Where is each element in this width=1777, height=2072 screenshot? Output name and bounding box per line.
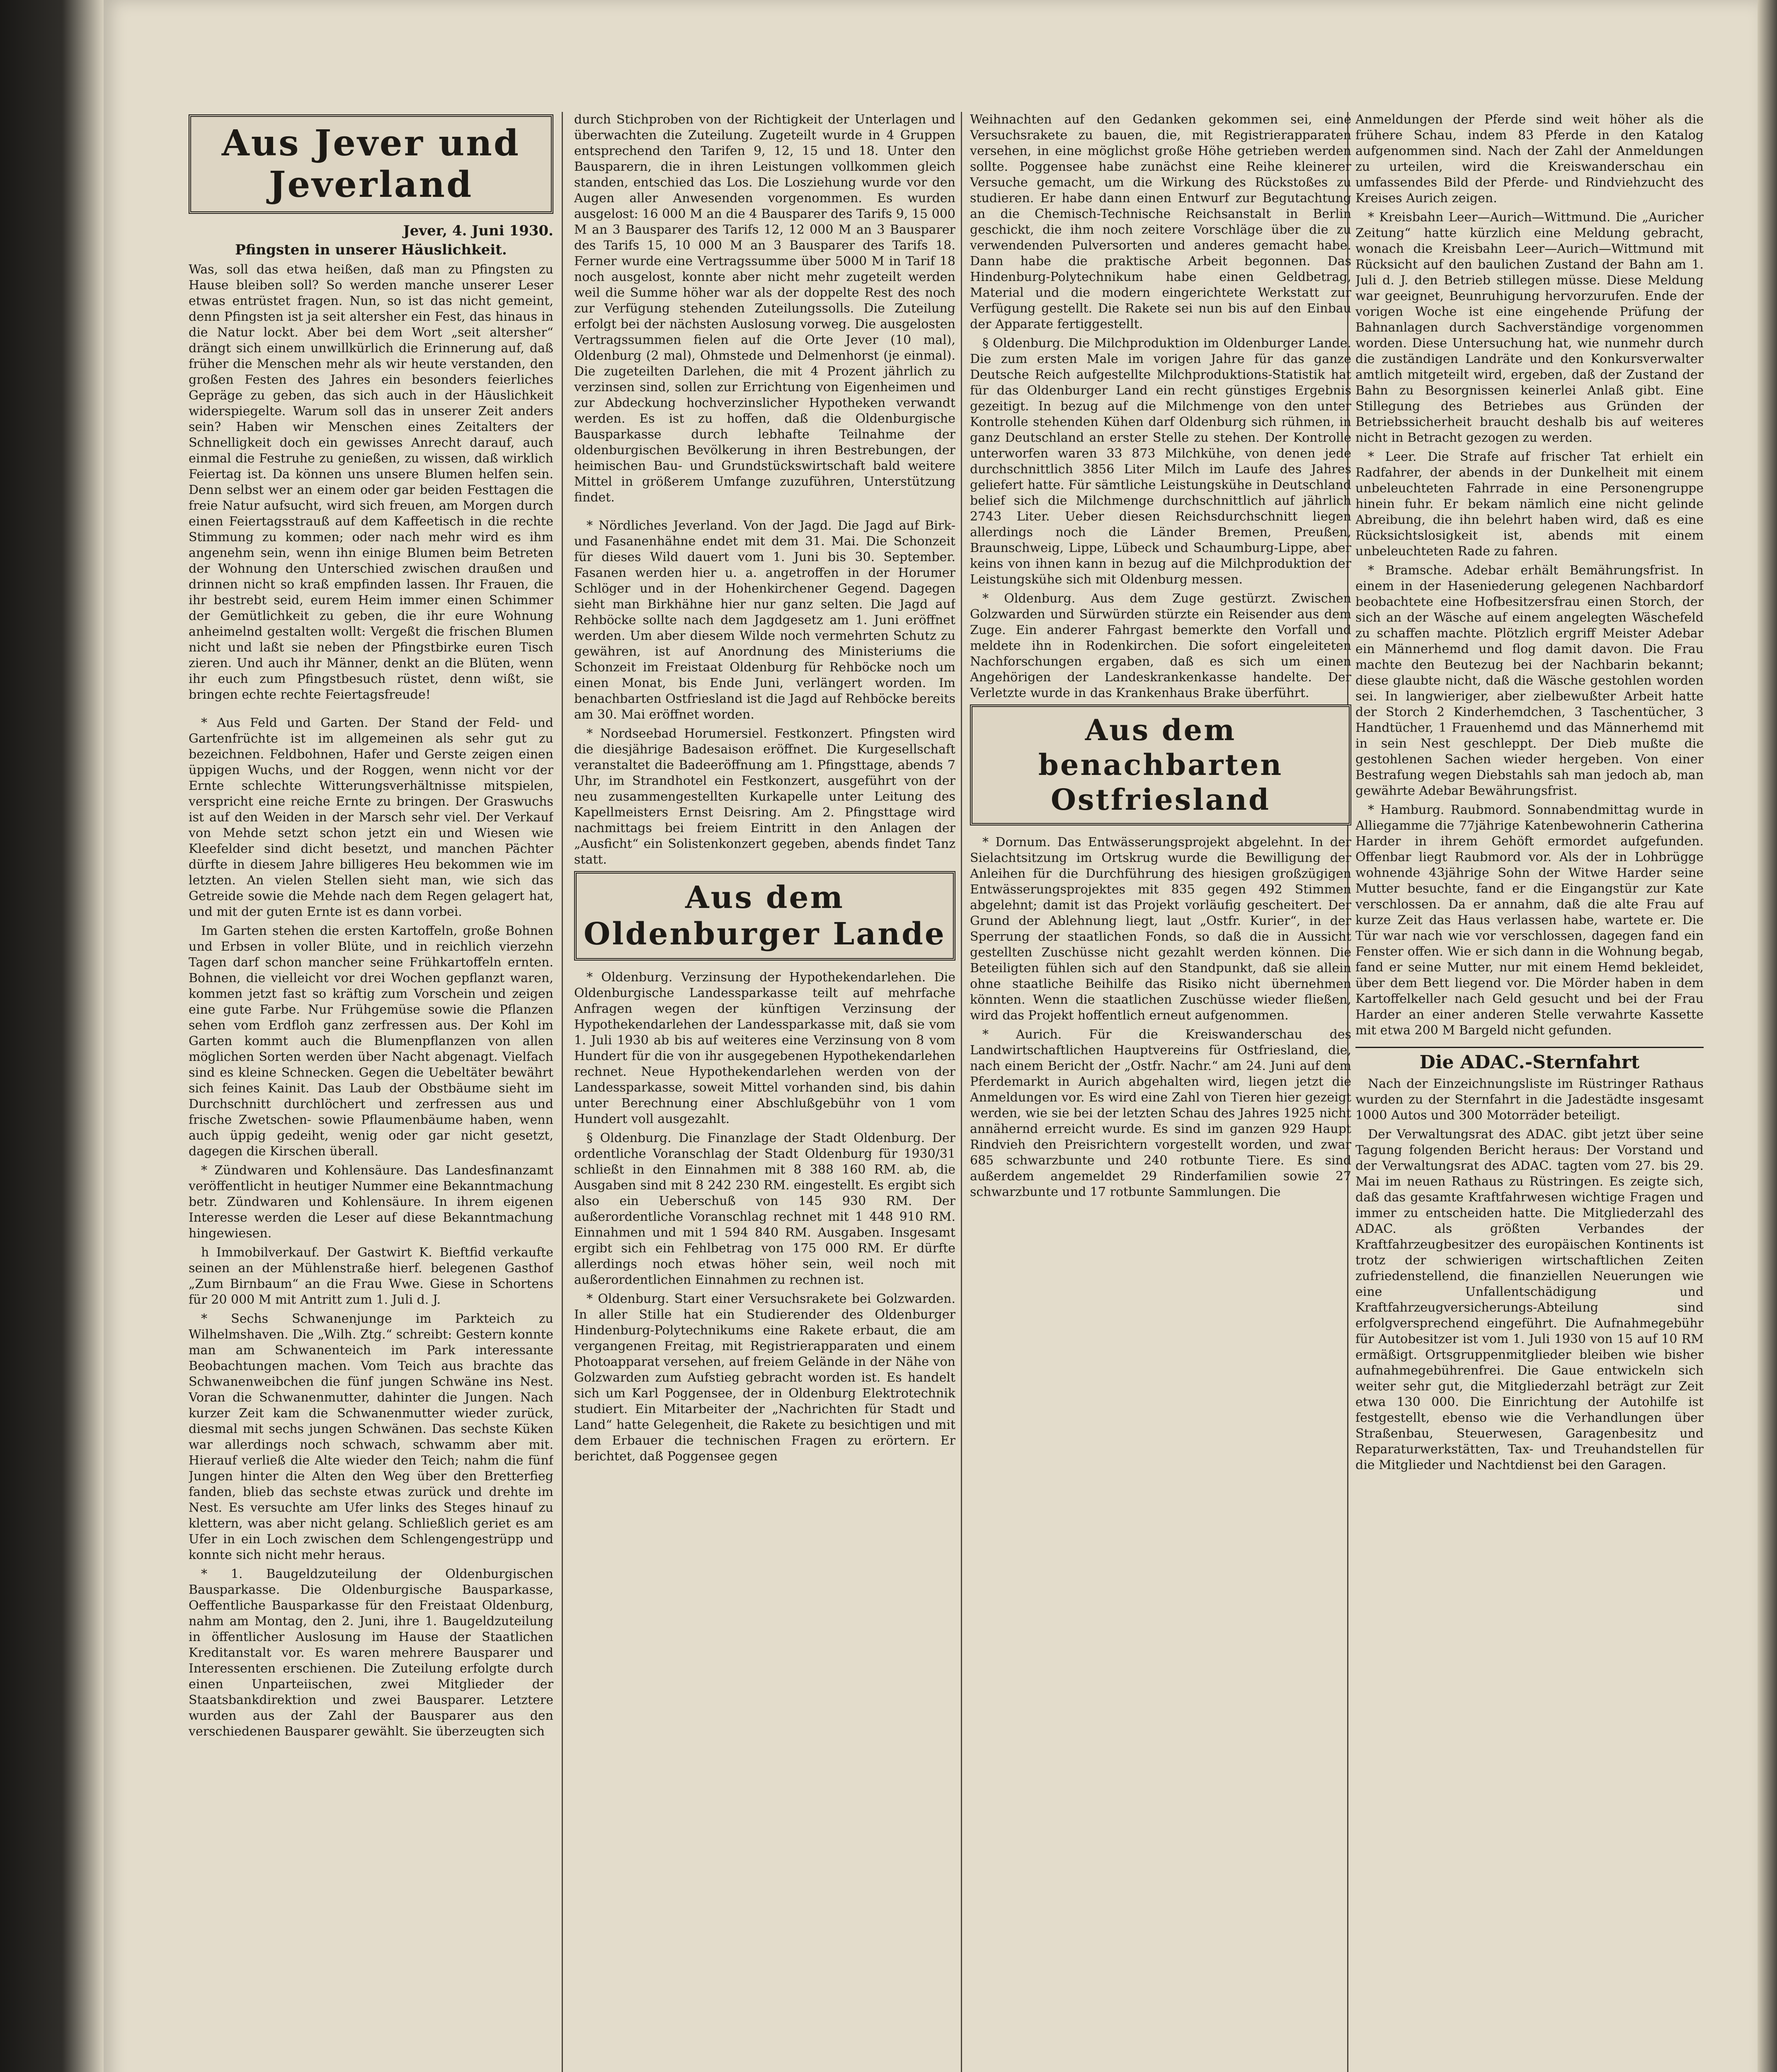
article-paragraph: * Aus Feld und Garten. Der Stand der Feld- und Gartenfrüchte ist im allgemeinen als sehr gut zu bezeichnen. Feldbohnen, Hafer und Gerste zeigen einen üppigen Wuchs, und der Roggen, wenn nicht vor der Ernte schlechte Witterungsverhältnisse mitspielen, verspricht eine reiche Ernte zu bringen. Der Graswuchs ist auf den Weiden in der Marsch sehr viel. Der Verkauf von Mehde setzt schon jetzt ein und Wiesen wie Kleefelder sind dicht besetzt, und manchen Pächter dürfte in diesem Jahre billigeres Heu bekommen wie im letzten. An vielen Stellen sieht man, wie sich das Getreide sowie die Mehde nach dem Regen gelagert hat, und mit der guten Ernte ist es dann vorbei.: [189, 716, 553, 919]
article-paragraph: § Oldenburg. Die Finanzlage der Stadt Oldenburg. Der ordentliche Voranschlag der Stadt Oldenburg für 1930/31 schließt in den Einnahmen mit 8 388 160 RM. ab, die Ausgaben sind mit 8 242 230 RM. eingestellt. Es ergibt sich also ein Ueberschuß von 145 930 RM. Der außerordentliche Voranschlag rechnet mit 1 448 910 RM. Einnahmen und mit 1 594 840 RM. Ausgaben. Insgesamt ergibt sich ein Fehlbetrag von 175 000 RM. Er dürfte allerdings noch etwas höher sein, weil noch mit außerordentlichen Einnahmen zu rechnen ist.: [574, 1131, 955, 1287]
article-paragraph: Nach der Einzeichnungsliste im Rüstringer Rathaus wurden zu der Sternfahrt in die Jadestädte insgesamt 1000 Autos und 300 Motorräder beteiligt.: [1355, 1077, 1704, 1123]
article-paragraph: Im Garten stehen die ersten Kartoffeln, große Bohnen und Erbsen in voller Blüte, und in reichlich vierzehn Tagen darf schon mancher seine Frühkartoffeln ernten. Bohnen, die vielleicht vor drei Wochen gepflanzt waren, kommen jetzt fast so kräftig zum Vorschein und zeigen eine gute Farbe. Nur Frühgemüse sowie die Pflanzen sehen vom Erdfloh ganz zerfressen aus. Der Kohl im Garten kommt auch die Blumenpflanzen von allen möglichen Sorten werden über Nacht abgenagt. Vielfach sind es kleine Schnecken. Gegen die Uebeltäter bewährt sich feines Kainit. Das Laub der Obstbäume sieht im Durchschnitt durchlöchert und zerfressen aus und frische Zwetschen- sowie Pflaumenbäume haben, wenn auch üppig gedeiht, wenig oder gar nicht gesetzt, dagegen die Kirschen überall.: [189, 924, 553, 1159]
article-paragraph: * Oldenburg. Start einer Versuchsrakete bei Golzwarden. In aller Stille hat ein Studierender des Oldenburger Hindenburg-Polytechnikums eine Rakete erbaut, die am vergangenen Freitag, mit Registrierapparaten und einem Photoapparat versehen, auf freiem Gelände in der Nähe von Golzwarden zum Aufstieg gebracht worden ist. Es handelt sich um Karl Poggensee, der in Oldenburg Elektrotechnik studiert. Ein Mitarbeiter der „Nachrichten für Stadt und Land“ hatte Gelegenheit, die Rakete zu besichtigen und mit dem Erbauer die technischen Fragen zu erörtern. Er berichtet, daß Poggensee gegen: [574, 1292, 955, 1464]
article-paragraph: * 1. Baugeldzuteilung der Oldenburgischen Bausparkasse. Die Oldenburgische Bausparkasse, Oeffentliche Bausparkasse für den Freistaat Oldenburg, nahm am Montag, den 2. Juni, ihre 1. Baugeldzuteilung in öffentlicher Auslosung im Hause der Staatlichen Kreditanstalt vor. Es waren mehrere Bausparer und Interessenten erschienen. Die Zuteilung erfolgte durch einen Unparteiischen, zwei Mitglieder der Staatsbankdirektion und zwei Bausparer. Letztere wurden aus der Zahl der Bausparer aus den verschiedenen Bausparer gewählt. Sie überzeugten sich: [189, 1567, 553, 1739]
article-paragraph: durch Stichproben von der Richtigkeit der Unterlagen und überwachten die Zuteilung. Zugeteilt wurde in 4 Gruppen entsprechend den Tarifen 9, 12, 15 und 18. Unter den Bausparern, die in ihren Leistungen vollkommen gleich standen, entschied das Los. Die Losziehung wurde vor den Augen aller Anwesenden vorgenommen. Es wurden ausgelost: 16 000 M an die 4 Bausparer des Tarifs 9, 15 000 M an 3 Bausparer des Tarifs 12, 12 000 M an 3 Bausparer des Tarifs 15, 10 000 M an 3 Bausparer des Tarifs 18. Ferner wurde eine Vertragssumme über 5000 M in Tarif 18 noch ausgelost, konnte aber nicht mehr zugeteilt werden weil die Summe höher war als der doppelte Rest des noch zur Verfügung stehenden Zuteilungssolls. Die Zuteilung erfolgt bei der nächsten Auslosung vorweg. Die ausgelosten Vertragssummen fielen auf die Orte Jever (10 mal), Oldenburg (2 mal), Ohmstede und Delmenhorst (je einmal). Die zugeteilten Darlehen, die mit 4 Prozent jährlich zu verzinsen sind, sollen zur Errichtung von Eigenheimen und zur Abdeckung hochverzinslicher Hypotheken verwandt werden. Es ist zu hoffen, daß die Oldenburgische Bausparkasse durch lebhafte Teilnahme der oldenburgischen Bevölkerung in ihren Bestrebungen, der heimischen Bau- und Grundstückswirtschaft bald weitere Mittel in größerem Umfange zuzuführen, Unterstützung findet.: [574, 112, 955, 505]
article-title: Pfingsten in unserer Häuslichkeit.: [235, 242, 507, 258]
article-title-adac: Die ADAC.-Sternfahrt: [1355, 1047, 1704, 1070]
article-paragraph: Was, soll das etwa heißen, daß man zu Pfingsten zu Hause bleiben soll? So werden manche unserer Leser etwas entrüstet fragen. Nun, so ist das nicht gemeint, denn Pfingsten ist ja seit altersher ein Fest, das hinaus in die Natur lockt. Aber bei dem Wort „seit altersher“ drängt sich einem unwillkürlich die Erinnerung auf, daß früher die Menschen mehr als wir heute verstanden, den großen Festen des Jahres ein besonders feierliches Gepräge zu geben, das sich auch in der Häuslichkeit widerspiegelte. Warum soll das in unserer Zeit anders sein? Haben wir Menschen eines Zeitalters der Schnelligkeit doch ein gewisses Anrecht darauf, auch einmal die Festruhe zu genießen, zu wissen, daß wirklich Feiertag ist. Da können uns unsere Blumen helfen sein. Denn selbst wer an einem oder gar beiden Festtagen die freie Natur aufsucht, wird sich freuen, am Morgen durch einen Feiertagsstrauß auf dem Kaffeetisch in die rechte Stimmung zu kommen; oder nach mehr wird es ihm angenehm sein, wenn ihn einige Blumen beim Betreten der Wohnung den Unterschied zwischen draußen und drinnen nicht so kraß empfinden lassen. Ihr Frauen, die ihr bestrebt seid, eurem Heim immer einen Schimmer der Gemütlichkeit zu geben, die ihr eure Wohnung anheimelnd gestalten wollt: Vergeßt die frischen Blumen nicht und laßt sie neben der Pfingstbirke euren Tisch zieren. Und auch ihr Männer, denkt an die Blüten, wenn ihr euch zum Pfingstbesuch rüstet, denn wißt, sie bringen echte rechte Feiertagsfreude!: [189, 262, 553, 702]
page-edge: [1758, 0, 1777, 2072]
dateline: Jever, 4. Juni 1930.: [403, 223, 553, 239]
article-paragraph: h Immobilverkauf. Der Gastwirt K. Bieftfid verkaufte seinen an der Mühlenstraße hierf. belegenen Gasthof „Zum Birnbaum“ an die Frau Wwe. Giese in Schortens für 20 000 M mit Antritt zum 1. Juli d. J.: [189, 1245, 553, 1307]
article-paragraph: * Leer. Die Strafe auf frischer Tat erhielt ein Radfahrer, der abends in der Dunkelheit mit einem unbeleuchteten Fahrrade in eine Personengruppe hinein fuhr. Er bekam nämlich eine nicht gelinde Abreibung, die ihn belehrt haben wird, daß es eine Rücksichtslosigkeit ist, abends mit einem unbeleuchteten Rade zu fahren.: [1355, 450, 1704, 559]
article-paragraph: Anmeldungen der Pferde sind weit höher als die frühere Schau, indem 83 Pferde in den Katalog aufgenommen sind. Nach der Zahl der Anmeldungen zu urteilen, wird die Kreiswanderschau ein umfassendes Bild der Pferde- und Rindviehzucht des Kreises Aurich zeigen.: [1355, 112, 1704, 206]
article-paragraph: * Sechs Schwanenjunge im Parkteich zu Wilhelmshaven. Die „Wilh. Ztg.“ schreibt: Gestern konnte man am Schwanenteich im Park interessante Beobachtungen machen. Vom Teich aus brachte das Schwanenweibchen die fünf jungen Schwäne ins Nest. Voran die Schwanenmutter, dahinter die Jungen. Nach kurzer Zeit kam die Schwanenmutter wieder zurück, diesmal mit sechs jungen Schwänen. Das sechste Küken war allerdings noch schwach, schwamm aber mit. Hierauf verließ die Alte wieder den Teich; nahm die fünf Jungen hinter die Alten den Weg über den Bretterfieg fanden, blieb das sechste etwas zurück und drehte im Nest. Es versuchte am Ufer links des Steges hinauf zu klettern, was aber nicht gelang. Schließlich geriet es am Ufer in ein Loch zwischen dem Schlengengestrüpp und konnte sich nicht mehr heraus.: [189, 1312, 553, 1562]
article-paragraph: Weihnachten auf den Gedanken gekommen sei, eine Versuchsrakete zu bauen, die, mit Registrierapparaten versehen, in eine möglichst große Höhe getrieben werden sollte. Poggensee habe zunächst eine Reihe kleinerer Versuche gemacht, um die Wirkung des Rückstoßes zu studieren. Er habe dann einen Entwurf zur Begutachtung an die Chemisch-Technische Reichsanstalt in Berlin geschickt, die ihm noch zeitere Vorschläge über die zu verwendenden Pulversorten und anderes gemacht habe. Dann habe die praktische Arbeit begonnen. Das Hindenburg-Polytechnikum habe einen Geldbetrag, Material und die modern eingerichtete Werkstatt zur Verfügung gestellt. Die Rakete sei nun bis auf den Einbau der Apparate fertiggestellt.: [970, 112, 1351, 332]
article-paragraph: * Bramsche. Adebar erhält Bemährungsfrist. In einem in der Haseniederung gelegenen Nachbardorf beobachtete eine Hofbesitzersfrau einen Storch, der sich an der Wäsche auf einem angelegten Wäschefeld zu schaffen machte. Plötzlich ergriff Meister Adebar ein Männerhemd und flog damit davon. Die Frau machte den Beutezug bei der Nachbarin bekannt; diese glaubte nicht, daß die Wäsche gestohlen worden sei. In langwieriger, aber zielbewußter Arbeit hatte der Storch 2 Kinderhemdchen, 3 Taschentücher, 3 Handtücher, 1 Frauenhemd und das Männerhemd mit in sein Nest geschleppt. Der Dieb mußte die gestohlenen Sachen wieder hergeben. Von einer Bestrafung wegen Diebstahls sah man jedoch ab, man gewährte Adebar Bewährungsfrist.: [1355, 563, 1704, 798]
article-paragraph: * Hamburg. Raubmord. Sonnabendmittag wurde in Alliegamme die 77jährige Katenbewohnerin Catherina Harder in ihrem Gehöft ermordet aufgefunden. Offenbar liegt Raubmord vor. Als der in Lohbrügge wohnende 43jährige Sohn der Witwe Harder seine Mutter besuchte, fand er die Eingangstür zur Kate verschlossen. Da er annahm, daß die alte Frau auf kurze Zeit das Haus verlassen habe, wartete er. Die Tür war nach wie vor verschlossen, dagegen fand ein Fenster offen. Wie er sich dann in die Wohnung begab, fand er seine Mutter, nur mit einem Hemd bekleidet, über dem Bett liegend vor. Die Mörder haben in dem Kartoffelkeller nach Geld gesucht und bei der Frau Harder an einer anderen Stelle verwahrte Kassette mit etwa 200 M Bargeld nicht gefunden.: [1355, 803, 1704, 1038]
column-rule: [562, 112, 563, 2072]
article-paragraph: * Aurich. Für die Kreiswanderschau des Landwirtschaftlichen Hauptvereins für Ostfriesland, die, nach einem Bericht der „Ostfr. Nachr.“ am 24. Juni auf dem Pferdemarkt in Aurich abgehalten wird, liegen jetzt die Anmeldungen vor. Es wird eine Zahl von Tieren hier gezeigt werden, wie sie bei der letzten Schau des Jahres 1925 nicht annähernd erreicht wurde. Es sind im ganzen 929 Haupt Rindvieh den Preisrichtern vorgestellt worden, und zwar 685 schwarzbunte und 240 rotbunte Tiere. Es sind außerdem angemeldet 29 Rinderfamilien sowie 27 schwarzbunte und 17 rotbunte Sammlungen. Die: [970, 1027, 1351, 1199]
column-3: [970, 112, 1351, 2072]
column-2: [574, 112, 955, 2072]
section-heading-jever: Aus Jever und Jeverland: [189, 114, 553, 214]
article-paragraph: * Oldenburg. Aus dem Zuge gestürzt. Zwischen Golzwarden und Sürwürden stürzte ein Reisender aus dem Zuge. Ein anderer Fahrgast bemerkte den Vorfall und meldete ihn in Rodenkirchen. Die sofort eingeleiteten Nachforschungen ergaben, daß es sich um einen Angehörigen der Landeskrankenkasse handelte. Der Verletzte wurde in das Krankenhaus Brake überführt.: [970, 591, 1351, 700]
article-paragraph: * Dornum. Das Entwässerungsprojekt abgelehnt. In der Sielachtsitzung im Ortskrug wurde die Bewilligung der Anleihen für die Durchführung des hiesigen großzügigen Entwässerungsprojektes mit 835 gegen 492 Stimmen abgelehnt; damit ist das Projekt vorläufig gescheitert. Der Grund der Ablehnung liegt, laut „Ostfr. Kurier“, in der Sperrung der staatlichen Fonds, so daß die in Aussicht gestellten Zuschüsse nicht gezahlt werden können. Die Beteiligten fühlen sich auf den Standpunkt, daß sie allein ohne staatliche Beihilfe das Risiko nicht übernehmen könnten. Wenn die staatlichen Zuschüsse wieder fließen, wird das Projekt hoffentlich erneut aufgenommen.: [970, 835, 1351, 1023]
article-paragraph: * Nordseebad Horumersiel. Festkonzert. Pfingsten wird die diesjährige Badesaison eröffnet. Die Kurgesellschaft veranstaltet die Badeeröffnung am 1. Pfingsttage, abends 7 Uhr, im Strandhotel ein Festkonzert, ausgeführt von der neu zusammengestellten Kurkapelle unter Leitung des Kapellmeisters Ernst Deisring. Am 2. Pfingsttage wird nachmittags bei freiem Eintritt in den Anlagen der „Ausficht“ ein Solistenkonzert gegeben, abends findet Tanz statt.: [574, 726, 955, 867]
article-paragraph: * Oldenburg. Verzinsung der Hypothekendarlehen. Die Oldenburgische Landessparkasse teilt auf mehrfache Anfragen wegen der künftigen Verzinsung der Hypothekendarlehen der Landessparkasse mit, daß sie vom 1. Juli 1930 ab bis auf weiteres eine Verzinsung von 8 vom Hundert für die von ihr ausgegebenen Hypothekendarlehen rechnet. Neue Hypothekendarlehen werden von der Landessparkasse, soweit Mittel vorhanden sind, bis dahin unter Berechnung einer Abschlußgebühr von 1 vom Hundert voll ausgezahlt.: [574, 970, 955, 1126]
column-1: [189, 112, 553, 2072]
section-heading-oldenburg: Aus dem Oldenburger Lande: [574, 871, 955, 961]
article-paragraph: * Zündwaren und Kohlensäure. Das Landesfinanzamt veröffentlicht in heutiger Nummer eine Bekanntmachung betr. Zündwaren und Kohlensäure. In ihrem eigenen Interesse werden die Leser auf diese Bekanntmachung hingewiesen.: [189, 1163, 553, 1241]
column-rule: [961, 112, 962, 2072]
column-4: [1355, 112, 1704, 2072]
book-binding: [0, 0, 104, 2072]
article-paragraph: Der Verwaltungsrat des ADAC. gibt jetzt über seine Tagung folgenden Bericht heraus: Der Vorstand und der Verwaltungsrat des ADAC. tagten vom 27. bis 29. Mai im neuen Rathaus zu Rüstringen. Es zeigte sich, daß das gesamte Kraftfahrwesen wichtige Fragen und immer zu entscheiden hatte. Die Mitgliederzahl des ADAC. als größten Verbandes der Kraftfahrzeugbesitzer des europäischen Kontinents ist trotz der schwierigen wirtschaftlichen Zeiten zufriedenstellend, die finanziellen Neuerungen wie eine Unfallentschädigung und Kraftfahrzeugversicherungs-Abteilung sind erfolgversprechend eingeführt. Die Aufnahmegebühr für Autobesitzer ist vom 1. Juli 1930 von 15 auf 10 RM ermäßigt. Ortsgruppenmitglieder bleiben wie bisher aufnahmegebührenfrei. Die Gaue entwickeln sich weiter sehr gut, die Mitgliederzahl beträgt zur Zeit etwa 130 000. Die Einrichtung der Autohilfe ist festgestellt, ebenso wie die Verhandlungen über Straßenbau, Steuerwesen, Garagenbesitz und Reparaturwerkstätten, Tax- und Treuhandstellen für die Mitglieder und Nachtdienst bei den Garagen.: [1355, 1127, 1704, 1472]
article-paragraph: § Oldenburg. Die Milchproduktion im Oldenburger Lande. Die zum ersten Male im vorigen Jahre für das ganze Deutsche Reich aufgestellte Milchproduktions-Statistik hat für das Oldenburger Land ein recht günstiges Ergebnis gezeitigt. In bezug auf die Milchmenge von den unter Kontrolle stehenden Kühen darf Oldenburg sich rühmen, in ganz Deutschland an erster Stelle zu stehen. Der Kontrolle unterworfen waren 33 873 Milchkühe, von denen jede durchschnittlich 3856 Liter Milch im Laufe des Jahres geliefert hatte. Für sämtliche Leistungskühe in Deutschland belief sich die Milchmenge durchschnittlich auf jährlich 2743 Liter. Ueber diesen Reichsdurchschnitt liegen allerdings noch die Länder Bremen, Preußen, Braunschweig, Lippe, Lübeck und Schaumburg-Lippe, aber keins von ihnen kann in bezug auf die Milchproduktion der Leistungskühe sich mit Oldenburg messen.: [970, 336, 1351, 587]
section-heading-ostfriesland: Aus dem benachbarten Ostfriesland: [970, 704, 1351, 825]
article-paragraph: * Nördliches Jeverland. Von der Jagd. Die Jagd auf Birk- und Fasanenhähne endet mit dem 31. Mai. Die Schonzeit für dieses Wild dauert vom 1. Juni bis 30. September. Fasanen werden hier u. a. angetroffen in der Horumer Schlöger und in der Hohenkirchener Gegend. Dagegen sieht man Birkhähne hier nur ganz selten. Die Jagd auf Rehböcke sollte nach dem Jagdgesetz am 1. Juni eröffnet werden. Um aber diesem Wilde noch vermehrten Schutz zu gewähren, ist auf Anordnung des Ministeriums die Schonzeit im Freistaat Oldenburg für Rehböcke noch um einen Monat, bis Ende Juni, verlängert worden. Im benachbarten Ostfriesland ist die Jagd auf Rehböcke bereits am 30. Mai eröffnet worden.: [574, 518, 955, 722]
article-paragraph: * Kreisbahn Leer—Aurich—Wittmund. Die „Auricher Zeitung“ hatte kürzlich eine Meldung gebracht, wonach die Kreisbahn Leer—Aurich—Wittmund mit Rücksicht auf den baulichen Zustand der Bahn am 1. Juli d. J. den Betrieb stillegen müsse. Diese Meldung war geeignet, Beunruhigung hervorzurufen. Ende der vorigen Woche ist eine eingehende Prüfung der Bahnanlagen durch Sachverständige vorgenommen worden. Diese Untersuchung hat, wie nunmehr durch die zuständigen Landräte und den Konkursverwalter amtlich mitgeteilt wird, ergeben, daß der Zustand der Bahn zu Besorgnissen keinerlei Anlaß gibt. Eine Stillegung des Betriebes aus Gründen der Betriebssicherheit braucht deshalb bis auf weiteres nicht in Betracht gezogen zu werden.: [1355, 210, 1704, 445]
